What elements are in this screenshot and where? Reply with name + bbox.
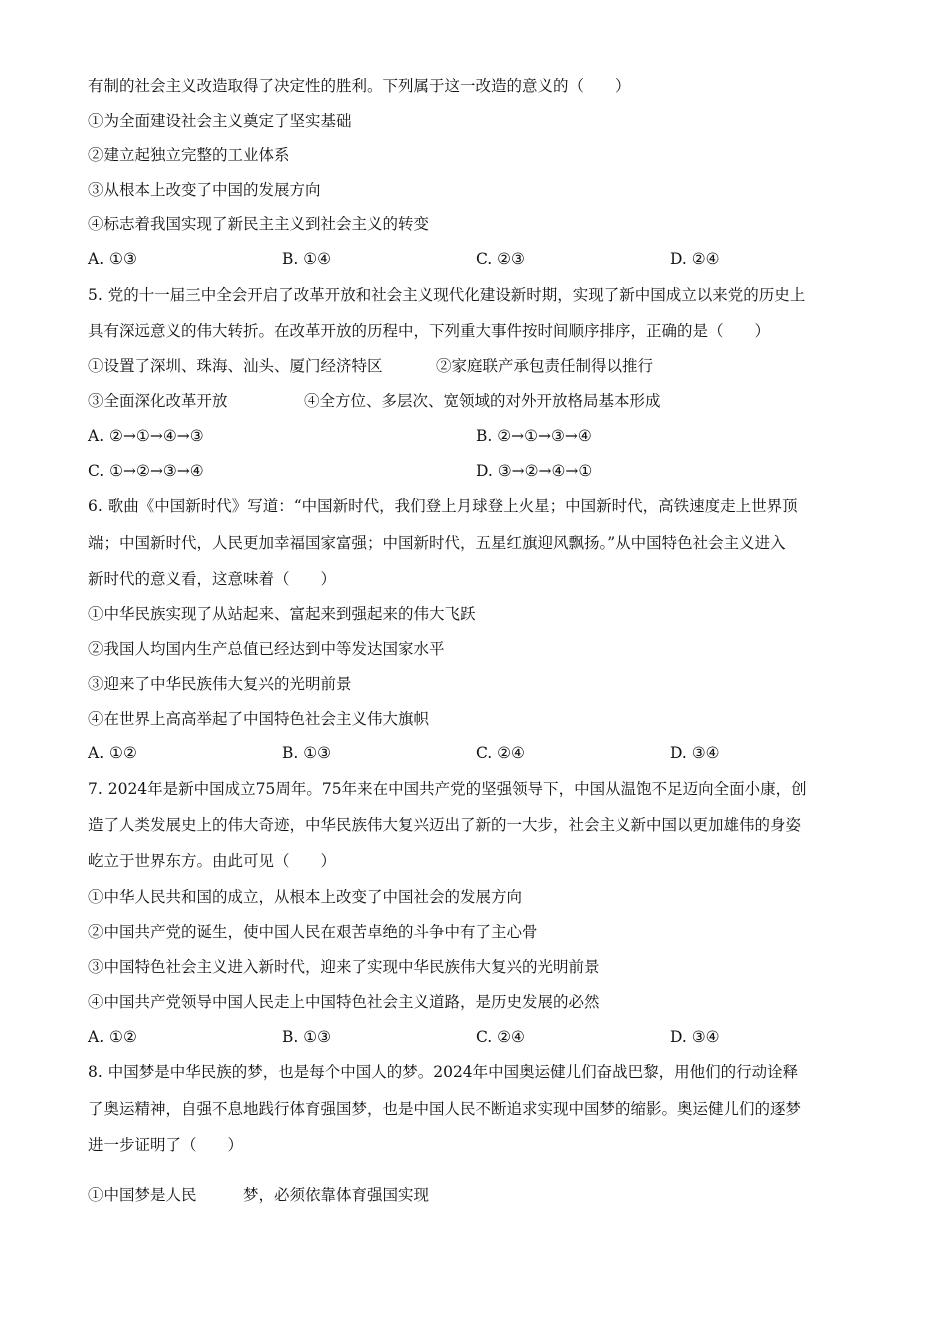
q7-stem-line-3: 屹立于世界东方。由此可见（ ）	[88, 852, 337, 870]
q5-item-4: ④全方位、多层次、宽领域的对外开放格局基本形成	[304, 392, 661, 410]
q5-item-2: ②家庭联产承包责任制得以推行	[436, 357, 654, 375]
q6-option-d: D. ③④	[670, 744, 720, 762]
q5-item-3: ③全面深化改革开放	[88, 392, 228, 410]
q4-item-4: ④标志着我国实现了新民主主义到社会主义的转变	[88, 215, 430, 233]
q7-option-b: B. ①③	[282, 1028, 332, 1046]
q5-stem-line-2: 具有深远意义的伟大转折。在改革开放的历程中，下列重大事件按时间顺序排序，正确的是（ ）	[88, 322, 771, 340]
q6-option-a: A. ①②	[88, 744, 137, 762]
q4-item-2: ②建立起独立完整的工业体系	[88, 146, 290, 164]
q7-item-2: ②中国共产党的诞生，使中国人民在艰苦卓绝的斗争中有了主心骨	[88, 923, 538, 941]
q6-item-3: ③迎来了中华民族伟大复兴的光明前景	[88, 675, 352, 693]
q8-stem-line-2: 了奥运精神，自强不息地践行体育强国梦，也是中国人民不断追求实现中国梦的缩影。奥运健儿们的逐梦	[88, 1100, 802, 1118]
q4-item-3: ③从根本上改变了中国的发展方向	[88, 181, 321, 199]
q5-option-c: C. ①→②→③→④	[88, 462, 204, 480]
q5-option-a: A. ②→①→④→③	[88, 427, 204, 445]
q6-option-c: C. ②④	[476, 744, 525, 762]
q6-stem-line-1: 6. 歌曲《中国新时代》写道：“中国新时代，我们登上月球登上火星；中国新时代，高铁速度走上世界顶	[88, 497, 798, 515]
q5-item-1: ①设置了深圳、珠海、汕头、厦门经济特区	[88, 357, 383, 375]
q8-stem-line-1: 8. 中国梦是中华民族的梦，也是每个中国人的梦。2024年中国奥运健儿们奋战巴黎，用他们的行动诠释	[88, 1063, 799, 1081]
q6-stem-line-2: 端；中国新时代，人民更加幸福国家富强；中国新时代，五星红旗迎风飘扬。”从中国特色社会主义进入	[88, 534, 786, 552]
q6-item-1: ①中华民族实现了从站起来、富起来到强起来的伟大飞跃	[88, 605, 476, 623]
q4-option-a: A. ①③	[88, 250, 137, 268]
q4-option-b: B. ①④	[282, 250, 332, 268]
q4-option-d: D. ②④	[670, 250, 720, 268]
q4-option-c: C. ②③	[476, 250, 525, 268]
q7-item-1: ①中华人民共和国的成立，从根本上改变了中国社会的发展方向	[88, 888, 523, 906]
q5-stem-line-1: 5. 党的十一届三中全会开启了改革开放和社会主义现代化建设新时期，实现了新中国成立以来党的历史上	[88, 286, 806, 304]
q6-item-4: ④在世界上高高举起了中国特色社会主义伟大旗帜	[88, 710, 430, 728]
q7-option-a: A. ①②	[88, 1028, 137, 1046]
q7-option-d: D. ③④	[670, 1028, 720, 1046]
q6-item-2: ②我国人均国内生产总值已经达到中等发达国家水平	[88, 640, 445, 658]
q5-option-b: B. ②→①→③→④	[476, 427, 592, 445]
q8-item-1: ①中国梦是人民 梦，必须依靠体育强国实现	[88, 1186, 430, 1204]
q7-item-3: ③中国特色社会主义进入新时代，迎来了实现中华民族伟大复兴的光明前景	[88, 958, 600, 976]
q7-option-c: C. ②④	[476, 1028, 525, 1046]
q8-stem-line-3: 进一步证明了（ ）	[88, 1136, 244, 1154]
q5-option-d: D. ③→②→④→①	[476, 462, 593, 480]
q4-stem-tail: 有制的社会主义改造取得了决定性的胜利。下列属于这一改造的意义的（ ）	[88, 77, 631, 95]
q7-stem-line-1: 7. 2024年是新中国成立75周年。75年来在中国共产党的坚强领导下，中国从温饱不足迈向全面小康，创	[88, 780, 807, 798]
q6-stem-line-3: 新时代的意义看，这意味着（ ）	[88, 570, 337, 588]
q7-item-4: ④中国共产党领导中国人民走上中国特色社会主义道路，是历史发展的必然	[88, 993, 600, 1011]
q4-item-1: ①为全面建设社会主义奠定了坚实基础	[88, 112, 352, 130]
q6-option-b: B. ①③	[282, 744, 332, 762]
q7-stem-line-2: 造了人类发展史上的伟大奇迹，中华民族伟大复兴迈出了新的一大步，社会主义新中国以更加雄伟的身姿	[88, 816, 802, 834]
